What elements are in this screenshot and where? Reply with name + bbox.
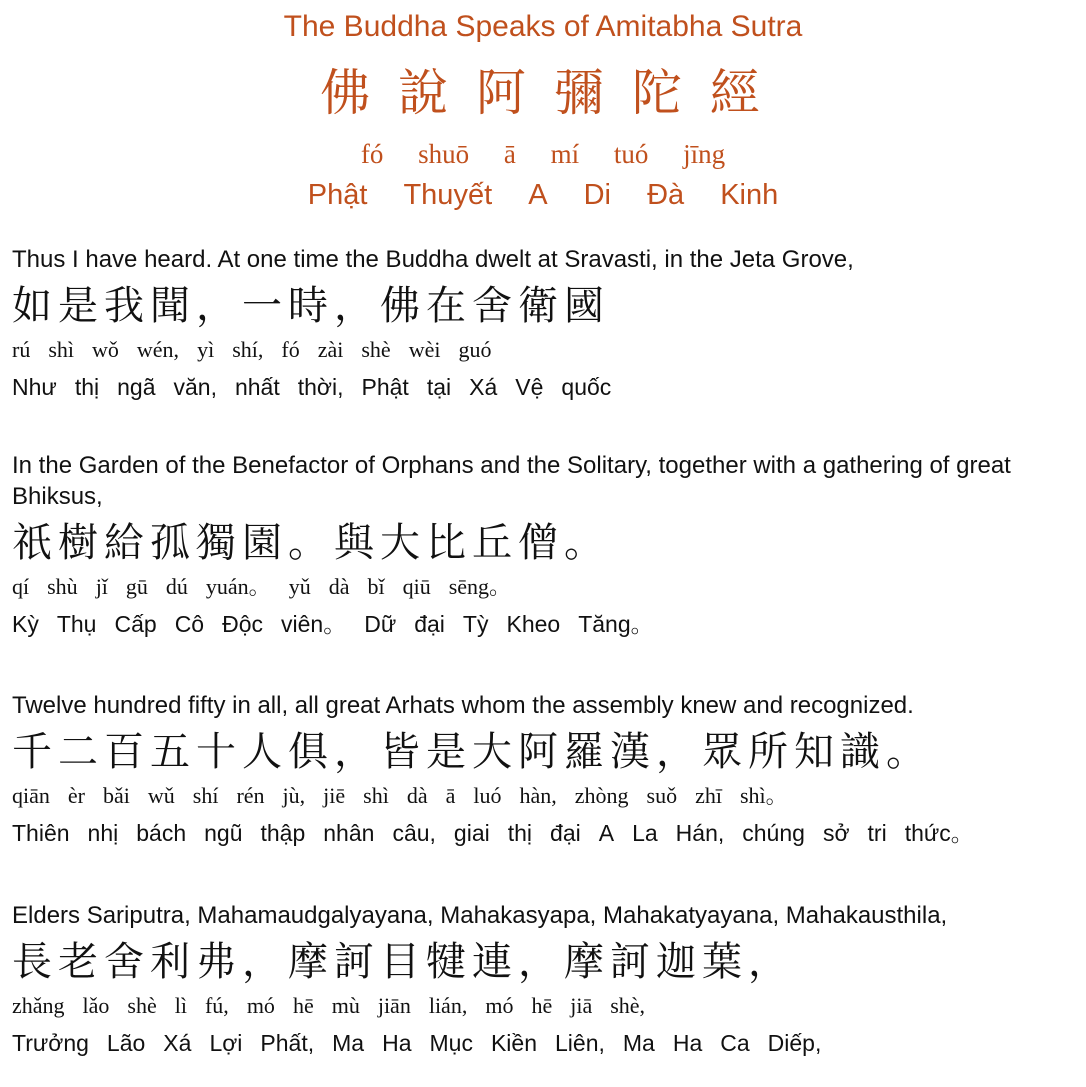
pinyin-word: qiān [12, 783, 50, 808]
pinyin-word: hē [531, 993, 553, 1018]
viet-word: thị [74, 374, 100, 400]
pinyin-word: dà [328, 574, 350, 599]
title-vietnamese [0, 176, 1086, 214]
verse-chinese: 長老舍利弗，摩訶目犍連，摩訶迦葉， [12, 939, 794, 985]
viet-word: Độc [222, 611, 263, 637]
pinyin-word: zài [317, 337, 344, 362]
pinyin-word: wén, [136, 337, 180, 362]
viet-word: viên。 [281, 611, 347, 637]
viet-word: Kheo [506, 611, 561, 637]
pinyin-word: zhī [695, 783, 722, 808]
pinyin-word: gū [125, 574, 148, 599]
pinyin-word: bǐ [367, 574, 385, 599]
pinyin-word: zhǎng [12, 993, 65, 1018]
pinyin-word: yì [197, 337, 215, 362]
pinyin-word: shì。 [740, 783, 788, 808]
pinyin-word: rú [12, 337, 31, 362]
verse-chinese: 祇樹給孤獨園。與大比丘僧。 [12, 520, 610, 566]
pinyin-word: jiā [570, 993, 593, 1018]
viet-word: Trưởng [12, 1030, 89, 1056]
viet-word: Diếp, [767, 1030, 822, 1056]
pinyin-word: fú, [204, 993, 229, 1018]
viet-word: Cô [174, 611, 205, 637]
viet-word: văn, [173, 374, 217, 400]
verse-chinese: 如是我聞，一時，佛在舍衛國 [12, 283, 610, 329]
viet-word: thời, [297, 374, 344, 400]
viet-word: quốc [561, 374, 612, 400]
verse-pinyin [12, 572, 1082, 602]
viet-word: Thiên [12, 820, 70, 846]
title-english: The Buddha Speaks of Amitabha Sutra [283, 10, 803, 43]
pinyin-word: fó [281, 337, 300, 362]
title-pinyin [0, 136, 1086, 172]
viet-word: Liên, [555, 1030, 605, 1056]
pinyin-word: jiān [377, 993, 411, 1018]
pinyin-word: dà [406, 783, 428, 808]
pinyin-word: hē [292, 993, 314, 1018]
viet-word: bách [136, 820, 187, 846]
viet-word: Lão [106, 1030, 146, 1056]
viet-word: Lợi [209, 1030, 243, 1056]
title-viet-word: Phật [307, 179, 368, 211]
verse-chinese: 千二百五十人俱，皆是大阿羅漢，眾所知識。 [12, 729, 932, 775]
viet-word: Xá [163, 1030, 192, 1056]
viet-word: ngũ [204, 820, 243, 846]
title-viet-word: Thuyết [403, 179, 493, 211]
verse-4 [12, 900, 1082, 1059]
viet-word: sở [822, 820, 850, 846]
title-pinyin-word: jīng [683, 139, 726, 169]
viet-word: Ma [622, 1030, 655, 1056]
viet-word: Phật [361, 374, 409, 400]
verse-vietnamese [12, 817, 1082, 849]
viet-word: ngã [117, 374, 156, 400]
pinyin-word: lián, [428, 993, 468, 1018]
pinyin-word: dú [165, 574, 188, 599]
viet-word: giai [453, 820, 490, 846]
title-viet-word: Kinh [720, 179, 779, 211]
pinyin-word: jiē [323, 783, 346, 808]
viet-word: Như [12, 374, 57, 400]
pinyin-word: shè [127, 993, 157, 1018]
pinyin-word: sēng。 [448, 574, 512, 599]
pinyin-word: suǒ [646, 783, 678, 808]
pinyin-word: shí, [232, 337, 264, 362]
verse-vietnamese [12, 371, 1082, 403]
viet-word: đại [414, 611, 445, 637]
title-viet-word: A [528, 179, 548, 211]
title-pinyin-word: shuō [418, 139, 470, 169]
verse-english: Elders Sariputra, Mahamaudgalyayana, Mahakasyapa, Mahakatyayana, Mahakausthila, [12, 902, 948, 929]
verse-2 [12, 450, 1082, 640]
verse-vietnamese [12, 1027, 1082, 1059]
viet-word: chúng [742, 820, 805, 846]
viet-word: Hán, [675, 820, 725, 846]
viet-word: Dữ [364, 611, 397, 637]
viet-word: thị [507, 820, 533, 846]
viet-word: Kỳ [12, 611, 39, 637]
viet-word: tri [867, 820, 887, 846]
viet-word: Phất, [260, 1030, 315, 1056]
pinyin-word: yǔ [288, 574, 311, 599]
pinyin-word: mù [331, 993, 360, 1018]
pinyin-word: wǔ [147, 783, 175, 808]
viet-word: Tỳ [462, 611, 489, 637]
verse-english: Twelve hundred fifty in all, all great Arhats whom the assembly knew and recognized. [12, 692, 914, 719]
viet-word: La [632, 820, 658, 846]
verse-pinyin [12, 781, 1082, 811]
viet-word: Ma [332, 1030, 365, 1056]
pinyin-word: mó [246, 993, 275, 1018]
pinyin-word: lì [174, 993, 187, 1018]
viet-word: Thụ [56, 611, 97, 637]
viet-word: nhất [234, 374, 280, 400]
viet-word: Tăng。 [578, 611, 654, 637]
viet-word: Kiền [490, 1030, 537, 1056]
viet-word: tại [426, 374, 452, 400]
viet-word: thức。 [904, 820, 974, 846]
verse-pinyin [12, 991, 1082, 1021]
verse-english: In the Garden of the Benefactor of Orphans and the Solitary, together with a gathering of great Bhiksus, [12, 452, 1011, 510]
pinyin-word: bǎi [102, 783, 130, 808]
viet-word: Ha [382, 1030, 412, 1056]
pinyin-word: luó [473, 783, 502, 808]
pinyin-word: hàn, [519, 783, 557, 808]
pinyin-word: shè, [610, 993, 646, 1018]
verse-vietnamese [12, 608, 1082, 640]
title-pinyin-word: tuó [613, 139, 649, 169]
pinyin-word: mó [485, 993, 514, 1018]
pinyin-word: wèi [408, 337, 441, 362]
viet-word: nhân [323, 820, 375, 846]
title-chinese: 佛 說 阿 彌 陀 經 [320, 64, 766, 122]
title-pinyin-word: fó [360, 139, 384, 169]
verse-1 [12, 244, 1082, 403]
viet-word: Xá [469, 374, 498, 400]
pinyin-word: ā [445, 783, 456, 808]
title-viet-word: Di [583, 179, 611, 211]
verse-3 [12, 690, 1082, 849]
title-pinyin-word: ā [503, 139, 516, 169]
title-viet-word: Đà [647, 179, 685, 211]
pinyin-word: jǐ [95, 574, 108, 599]
verse-english: Thus I have heard. At one time the Buddha dwelt at Sravasti, in the Jeta Grove, [12, 246, 854, 273]
pinyin-word: zhòng [574, 783, 629, 808]
pinyin-word: èr [67, 783, 85, 808]
pinyin-word: guó [458, 337, 492, 362]
title-pinyin-word: mí [550, 139, 580, 169]
pinyin-word: shí [192, 783, 219, 808]
viet-word: Vệ [515, 374, 544, 400]
pinyin-word: rén [236, 783, 265, 808]
viet-word: đại [550, 820, 581, 846]
verse-pinyin [12, 335, 1082, 365]
viet-word: Ha [672, 1030, 703, 1056]
pinyin-word: shì [48, 337, 75, 362]
viet-word: Ca [720, 1030, 750, 1056]
viet-word: nhị [87, 820, 119, 846]
pinyin-word: shù [47, 574, 78, 599]
pinyin-word: shè [361, 337, 391, 362]
viet-word: Cấp [114, 611, 157, 637]
viet-word: thập [260, 820, 306, 846]
pinyin-word: lǎo [82, 993, 110, 1018]
pinyin-word: qí [12, 574, 30, 599]
pinyin-word: jù, [282, 783, 306, 808]
pinyin-word: yuán。 [205, 574, 271, 599]
viet-word: Mục [429, 1030, 473, 1056]
viet-word: câu, [392, 820, 436, 846]
pinyin-word: wǒ [92, 337, 119, 362]
viet-word: A [598, 820, 615, 846]
pinyin-word: shì [363, 783, 389, 808]
pinyin-word: qiū [402, 574, 431, 599]
